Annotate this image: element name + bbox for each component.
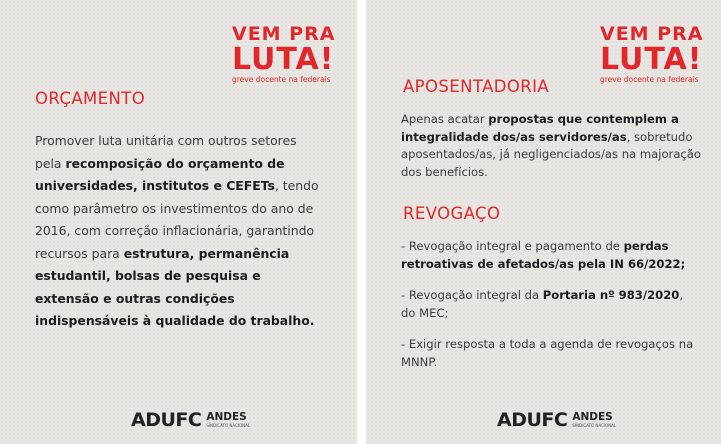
logo-line1: VEM PRA	[232, 23, 336, 45]
aposentadoria-text-p1: Apenas acatar	[401, 112, 489, 126]
card-orcamento	[0, 0, 357, 444]
andes-logo	[572, 412, 616, 428]
heading-orcamento: ORÇAMENTO	[35, 89, 146, 108]
aposentadoria-text-b1: propostas que contemplem a integralidade dos/as servidores/as	[401, 112, 679, 144]
andes-logo-text: ANDES	[572, 411, 613, 423]
footer-logos	[131, 410, 250, 430]
revogaco-item	[401, 287, 701, 322]
orcamento-text-p1: Promover luta unitária com outros setores pela	[35, 133, 297, 171]
logo-line2: LUTA!	[232, 42, 335, 77]
orcamento-text	[35, 130, 325, 333]
aposentadoria-text	[401, 111, 701, 181]
andes-logo-subtitle: SINDICATO NACIONAL	[206, 423, 251, 428]
revogaco-item	[401, 336, 701, 371]
revogaco-item-p2: , do MEC;	[401, 288, 684, 320]
vem-pra-luta-logo	[600, 24, 703, 85]
logo-tagline: greve docente na federais	[232, 75, 331, 84]
adufc-logo: ADUFC	[131, 409, 202, 431]
logo-tagline: greve docente na federais	[600, 75, 699, 84]
revogaco-item-p1: - Revogação integral e pagamento de	[401, 239, 624, 253]
revogaco-list	[401, 238, 701, 386]
revogaco-item-b1: perdas retroativas de afetados/as pela IN 66/2022;	[401, 239, 686, 271]
andes-logo-subtitle: SINDICATO NACIONAL	[572, 423, 617, 428]
heading-revogaco: REVOGAÇO	[403, 204, 501, 223]
revogaco-item-p1: - Revogação integral da	[401, 288, 543, 303]
card-aposentadoria-revogaco	[366, 0, 721, 444]
logo-line1: VEM PRA	[600, 23, 704, 45]
aposentadoria-text-p2: , sobretudo aposentados/as, já negligenciados/as na majoração dos benefícios.	[401, 129, 701, 179]
footer-logos	[497, 410, 616, 430]
revogaco-item	[401, 238, 701, 273]
logo-line2: LUTA!	[600, 42, 703, 77]
adufc-logo: ADUFC	[497, 409, 568, 431]
vem-pra-luta-logo	[232, 24, 335, 85]
orcamento-text-p2: , tendo como parâmetro os investimentos do ano de 2016, com correção inflacionária, garantindo recursos para	[35, 178, 319, 261]
orcamento-text-b1: recomposição do orçamento de universidades, institutos e CEFETs	[35, 155, 285, 193]
andes-logo	[206, 412, 250, 428]
revogaco-item-b1: Portaria nº 983/2020	[542, 288, 680, 303]
andes-logo-text: ANDES	[206, 411, 247, 423]
revogaco-item-p1: - Exigir resposta a toda a agenda de revogaços na MNNP.	[401, 337, 694, 369]
heading-aposentadoria: APOSENTADORIA	[403, 77, 550, 96]
orcamento-text-b2: estrutura, permanência estudantil, bolsas de pesquisa e extensão e outras condições indispensáveis à qualidade do trabalho.	[35, 245, 315, 328]
